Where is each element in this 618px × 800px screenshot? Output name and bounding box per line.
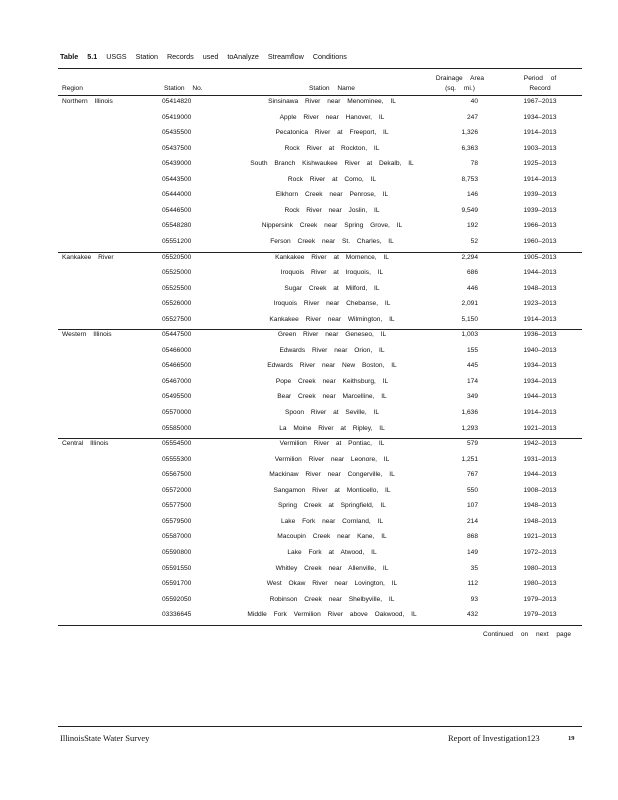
station-name: Sugar Creek at Milford, IL bbox=[284, 284, 380, 292]
header-drainage-area-2: (sq. mi.) bbox=[445, 85, 475, 92]
station-name: Lake Fork at Atwood, IL bbox=[287, 548, 377, 556]
period-of-record: 1944–2013 bbox=[523, 393, 557, 401]
table-caption-label: Table 5.1 bbox=[60, 52, 98, 61]
station-number: 05590800 bbox=[162, 548, 192, 556]
footer-publisher: IllinoisState Water Survey bbox=[60, 733, 150, 743]
station-number: 05577500 bbox=[162, 502, 192, 510]
station-number: 05525500 bbox=[162, 284, 192, 292]
drainage-area: 550 bbox=[466, 486, 478, 494]
drainage-area: 446 bbox=[466, 284, 478, 292]
drainage-area: 9,549 bbox=[461, 206, 478, 214]
station-number: 05437500 bbox=[162, 144, 192, 152]
station-name: Rock River near Joslin, IL bbox=[284, 206, 380, 214]
table-row bbox=[0, 408, 618, 424]
station-name: Middle Fork Vermilion River above Oakwood, IL bbox=[247, 611, 417, 619]
station-name: Bear Creek near Marcelline, IL bbox=[277, 393, 387, 401]
station-number: 05525000 bbox=[162, 269, 192, 277]
region-label: Western Illinois bbox=[62, 331, 112, 339]
station-number: 05570000 bbox=[162, 409, 192, 416]
table-row bbox=[0, 346, 618, 362]
station-number: 05591550 bbox=[162, 564, 192, 572]
station-number: 05585000 bbox=[162, 424, 192, 432]
period-of-record: 1972–2013 bbox=[523, 548, 557, 556]
drainage-area: 1,326 bbox=[461, 129, 478, 137]
period-of-record: 1939–2013 bbox=[523, 206, 557, 214]
table-row bbox=[0, 392, 618, 408]
table-row bbox=[0, 268, 618, 284]
station-number: 05520500 bbox=[162, 253, 192, 261]
table-row bbox=[0, 470, 618, 486]
station-number: 05447500 bbox=[162, 331, 192, 339]
station-name: Mackinaw River near Congerville, IL bbox=[269, 471, 395, 479]
header-period-1: Period of bbox=[523, 75, 557, 82]
period-of-record: 1908–2013 bbox=[523, 486, 557, 494]
period-of-record: 1936–2013 bbox=[523, 331, 557, 339]
table-top-rule bbox=[58, 68, 582, 69]
header-drainage-area-1: Drainage Area bbox=[435, 75, 485, 82]
station-number: 05554500 bbox=[162, 440, 192, 448]
station-number: 03336645 bbox=[162, 611, 192, 619]
station-number: 05446500 bbox=[162, 206, 192, 214]
period-of-record: 1980–2013 bbox=[523, 564, 557, 572]
page-number: 19 bbox=[568, 735, 575, 742]
period-of-record: 1903–2013 bbox=[523, 144, 557, 152]
table-row bbox=[0, 128, 618, 144]
period-of-record: 1979–2013 bbox=[523, 595, 557, 603]
table-row bbox=[0, 361, 618, 377]
header-bottom-rule bbox=[58, 95, 582, 96]
drainage-area: 5,150 bbox=[461, 315, 478, 323]
station-name: Kankakee River at Momence, IL bbox=[275, 253, 389, 261]
station-number: 05466000 bbox=[162, 346, 192, 354]
station-name: Pecatonica River at Freeport, IL bbox=[275, 129, 389, 137]
period-of-record: 1905–2013 bbox=[523, 253, 557, 261]
drainage-area: 579 bbox=[466, 440, 478, 448]
table-row bbox=[0, 284, 618, 300]
station-name: Lake Fork near Cornland, IL bbox=[280, 517, 384, 525]
drainage-area: 8,753 bbox=[461, 175, 478, 183]
station-name: Elkhorn Creek near Penrose, IL bbox=[275, 191, 389, 199]
table-row bbox=[0, 190, 618, 206]
period-of-record: 1921–2013 bbox=[523, 533, 557, 541]
header-station-no: Station No. bbox=[164, 85, 203, 92]
drainage-area: 78 bbox=[470, 160, 478, 168]
station-name: Edwards River near New Boston, IL bbox=[267, 362, 397, 370]
station-number: 05419000 bbox=[162, 113, 192, 121]
station-number: 05435500 bbox=[162, 129, 192, 137]
table-row bbox=[0, 113, 618, 129]
drainage-area: 192 bbox=[466, 222, 478, 230]
period-of-record: 1944–2013 bbox=[523, 471, 557, 479]
station-name: Kankakee River near Wilmington, IL bbox=[269, 315, 395, 323]
period-of-record: 1944–2013 bbox=[523, 269, 557, 277]
table-row bbox=[0, 517, 618, 533]
table-row bbox=[0, 377, 618, 393]
station-name: Pope Creek near Keithsburg, IL bbox=[275, 377, 389, 385]
station-number: 05466500 bbox=[162, 362, 192, 370]
station-number: 05592050 bbox=[162, 595, 192, 603]
station-name: Iroquois River near Chebanse, IL bbox=[273, 300, 391, 308]
region-label: Central Illinois bbox=[62, 440, 109, 448]
station-name: Ferson Creek near St. Charles, IL bbox=[270, 237, 394, 245]
drainage-area: 174 bbox=[466, 377, 478, 385]
drainage-area: 35 bbox=[470, 564, 478, 572]
station-number: 05439000 bbox=[162, 160, 192, 168]
drainage-area: 2,294 bbox=[461, 253, 478, 261]
drainage-area: 146 bbox=[466, 191, 478, 199]
table-caption-text: USGS Station Records used toAnalyze Streamflow Conditions bbox=[106, 52, 347, 61]
station-number: 05526000 bbox=[162, 300, 192, 308]
period-of-record: 1948–2013 bbox=[523, 502, 557, 510]
table-row bbox=[0, 221, 618, 237]
table-row bbox=[0, 206, 618, 222]
group-divider bbox=[58, 625, 582, 626]
table-row bbox=[0, 532, 618, 548]
period-of-record: 1925–2013 bbox=[523, 160, 557, 168]
drainage-area: 6,363 bbox=[461, 144, 478, 152]
drainage-area: 1,251 bbox=[461, 455, 478, 463]
drainage-area: 432 bbox=[466, 611, 478, 619]
station-number: 05587000 bbox=[162, 533, 192, 541]
drainage-area: 2,091 bbox=[461, 300, 478, 308]
period-of-record: 1966–2013 bbox=[523, 222, 557, 230]
table-row bbox=[0, 237, 618, 253]
period-of-record: 1939–2013 bbox=[523, 191, 557, 199]
station-name: Macoupin Creek near Kane, IL bbox=[277, 533, 387, 541]
table-row bbox=[0, 175, 618, 191]
station-number: 05579500 bbox=[162, 517, 192, 525]
header-period-2: Record bbox=[529, 85, 551, 92]
region-label: Northern Illinois bbox=[62, 98, 113, 105]
station-name: Vermilion River at Pontiac, IL bbox=[279, 440, 385, 448]
drainage-area: 1,636 bbox=[461, 409, 478, 416]
station-number: 05467000 bbox=[162, 377, 192, 385]
table-row bbox=[0, 159, 618, 175]
station-name: Sangamon River at Monticello, IL bbox=[273, 486, 391, 494]
period-of-record: 1942–2013 bbox=[523, 440, 557, 448]
table-row bbox=[0, 330, 618, 346]
station-name: Robinson Creek near Shelbyville, IL bbox=[269, 595, 395, 603]
table-row bbox=[0, 424, 618, 440]
drainage-area: 1,003 bbox=[461, 331, 478, 339]
header-region: Region bbox=[62, 85, 83, 92]
table-row bbox=[0, 315, 618, 331]
station-name: Spring Creek at Springfield, IL bbox=[278, 502, 386, 510]
station-number: 05444000 bbox=[162, 191, 192, 199]
station-number: 05527500 bbox=[162, 315, 192, 323]
footer-report: Report of Investigation123 bbox=[448, 733, 540, 743]
footer-rule bbox=[58, 726, 582, 727]
continued-note: Continued on next page bbox=[483, 631, 572, 638]
station-number: 05567500 bbox=[162, 471, 192, 479]
station-name: Edwards River near Orion, IL bbox=[279, 346, 385, 354]
station-name: Sinsinawa River near Menominee, IL bbox=[268, 98, 396, 105]
table-row bbox=[0, 610, 618, 626]
station-number: 05495500 bbox=[162, 393, 192, 401]
station-name: Vermilion River near Leonore, IL bbox=[274, 455, 390, 463]
station-name: Iroquois River at Iroquois, IL bbox=[280, 269, 384, 277]
region-label: Kankakee River bbox=[62, 253, 114, 261]
station-name: Rock River at Como, IL bbox=[287, 175, 377, 183]
drainage-area: 686 bbox=[466, 269, 478, 277]
drainage-area: 214 bbox=[466, 517, 478, 525]
station-name: South Branch Kishwaukee River at Dekalb, IL bbox=[250, 160, 414, 168]
table-row bbox=[0, 144, 618, 160]
station-number: 05548280 bbox=[162, 222, 192, 230]
period-of-record: 1980–2013 bbox=[523, 580, 557, 588]
drainage-area: 349 bbox=[466, 393, 478, 401]
station-number: 05572000 bbox=[162, 486, 192, 494]
period-of-record: 1979–2013 bbox=[523, 611, 557, 619]
period-of-record: 1914–2013 bbox=[523, 175, 557, 183]
table-row bbox=[0, 439, 618, 455]
drainage-area: 112 bbox=[467, 580, 478, 588]
drainage-area: 868 bbox=[466, 533, 478, 541]
period-of-record: 1934–2013 bbox=[523, 113, 557, 121]
table-caption bbox=[60, 52, 347, 61]
header-station-name: Station Name bbox=[309, 85, 355, 92]
period-of-record: 1940–2013 bbox=[523, 346, 557, 354]
station-name: Green River near Geneseo, IL bbox=[277, 331, 387, 339]
table-row bbox=[0, 486, 618, 502]
table-row bbox=[0, 595, 618, 611]
station-name: Rock River at Rockton, IL bbox=[284, 144, 380, 152]
period-of-record: 1934–2013 bbox=[523, 377, 557, 385]
table-row bbox=[0, 299, 618, 315]
station-number: 05414820 bbox=[162, 98, 192, 105]
table-row bbox=[0, 253, 618, 269]
station-number: 05591700 bbox=[162, 580, 192, 588]
station-number: 05551200 bbox=[162, 237, 192, 245]
drainage-area: 107 bbox=[466, 502, 478, 510]
drainage-area: 93 bbox=[470, 595, 478, 603]
period-of-record: 1914–2013 bbox=[523, 409, 557, 416]
period-of-record: 1934–2013 bbox=[523, 362, 557, 370]
station-name: Spoon River at Seville, IL bbox=[284, 409, 380, 416]
period-of-record: 1914–2013 bbox=[523, 315, 557, 323]
table-row bbox=[0, 579, 618, 595]
table-row bbox=[0, 97, 618, 113]
drainage-area: 155 bbox=[466, 346, 478, 354]
drainage-area: 149 bbox=[466, 548, 478, 556]
drainage-area: 445 bbox=[466, 362, 478, 370]
table-row bbox=[0, 455, 618, 471]
drainage-area: 247 bbox=[466, 113, 478, 121]
period-of-record: 1948–2013 bbox=[523, 284, 557, 292]
station-name: La Moine River at Ripley, IL bbox=[279, 424, 385, 432]
period-of-record: 1967–2013 bbox=[523, 98, 557, 105]
station-number: 05555300 bbox=[162, 455, 192, 463]
period-of-record: 1931–2013 bbox=[523, 455, 557, 463]
period-of-record: 1914–2013 bbox=[523, 129, 557, 137]
table-row bbox=[0, 564, 618, 580]
station-name: Whitley Creek near Allenville, IL bbox=[275, 564, 389, 572]
period-of-record: 1921–2013 bbox=[523, 424, 557, 432]
period-of-record: 1923–2013 bbox=[523, 300, 557, 308]
table-row bbox=[0, 548, 618, 564]
period-of-record: 1948–2013 bbox=[523, 517, 557, 525]
station-name: Nippersink Creek near Spring Grove, IL bbox=[261, 222, 403, 230]
station-number: 05443500 bbox=[162, 175, 192, 183]
station-name: West Okaw River near Lovington, IL bbox=[266, 580, 398, 588]
drainage-area: 52 bbox=[470, 237, 478, 245]
table-row bbox=[0, 501, 618, 517]
drainage-area: 1,293 bbox=[461, 424, 478, 432]
drainage-area: 40 bbox=[470, 98, 478, 105]
period-of-record: 1960–2013 bbox=[523, 237, 557, 245]
drainage-area: 767 bbox=[466, 471, 478, 479]
station-name: Apple River near Hanover, IL bbox=[279, 113, 385, 121]
